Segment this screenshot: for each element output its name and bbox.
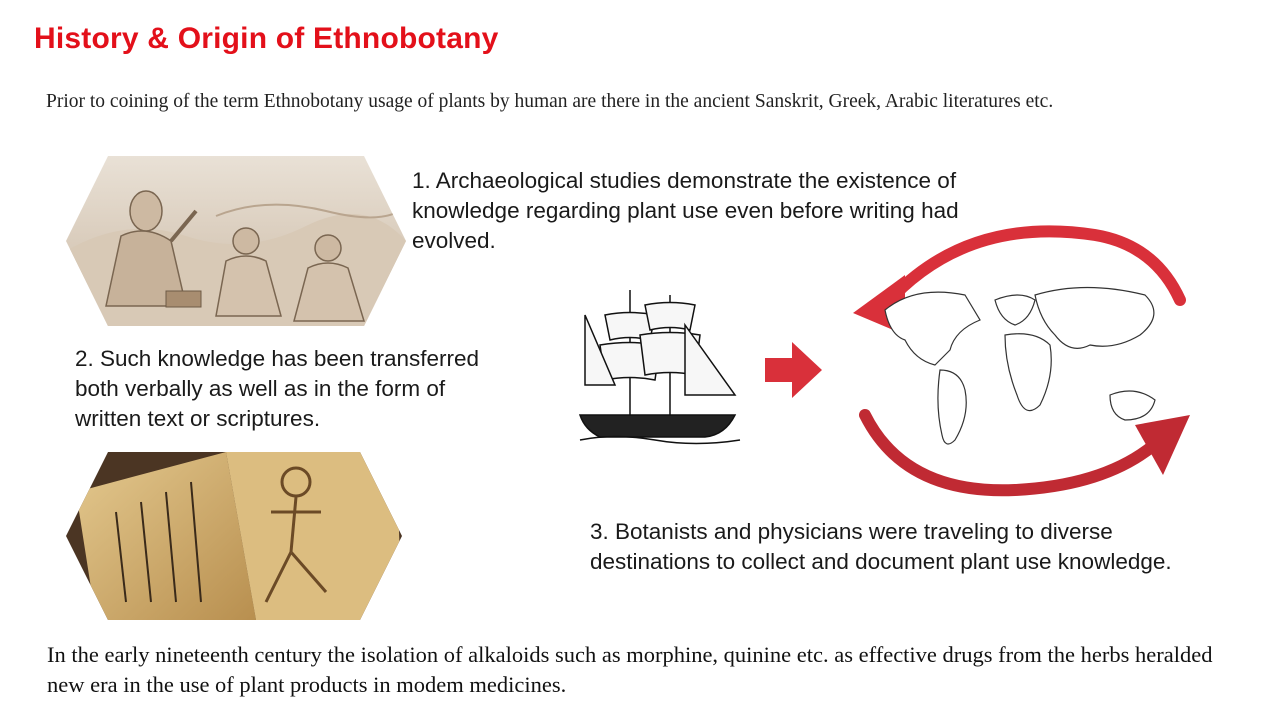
step-2-text: 2. Such knowledge has been transferred both verbally as well as in the form of written text or scriptures. <box>75 346 480 431</box>
world-map-icon <box>845 225 1195 500</box>
manuscript-illustration <box>66 452 402 620</box>
intro-paragraph: Prior to coining of the term Ethnobotany usage of plants by human are there in the ancient Sanskrit, Greek, Arabic literatures etc. <box>46 91 1054 112</box>
closing-paragraph: In the early nineteenth century the isolation of alkaloids such as morphine, quinine etc. as effective drugs from the herbs heralded new era in the use of plant products in modem medicines. <box>47 642 1213 697</box>
arrow-right-icon <box>760 340 825 400</box>
sailing-ship-icon <box>575 285 745 445</box>
step-1-text: 1. Archaeological studies demonstrate the existence of knowledge regarding plant use even before writing had evolved. <box>412 168 959 253</box>
step-3-text: 3. Botanists and physicians were traveling to diverse destinations to collect and document plant use knowledge. <box>590 519 1172 574</box>
slide-title: History & Origin of Ethnobotany <box>34 22 499 55</box>
sages-illustration <box>66 156 406 326</box>
